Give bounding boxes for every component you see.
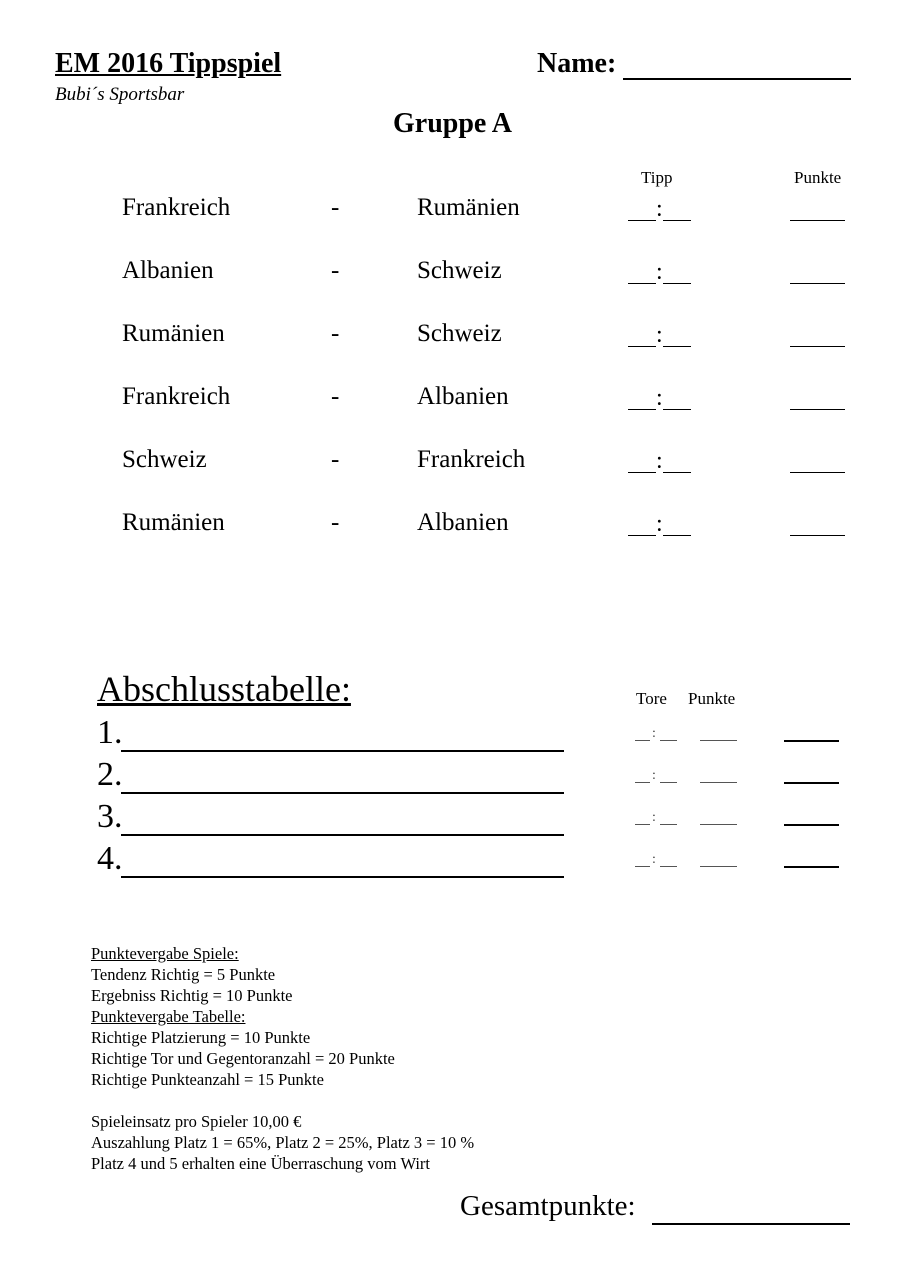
points-field[interactable]: [790, 283, 845, 284]
away-team: Albanien: [417, 383, 509, 410]
tipp-away-field[interactable]: [663, 472, 691, 473]
rule-ergebnis: Ergebniss Richtig = 10 Punkte: [91, 986, 293, 1005]
points-field[interactable]: [790, 409, 845, 410]
team-points-field[interactable]: [700, 824, 737, 825]
match-row: [0, 383, 905, 423]
rule-ueberraschung: Platz 4 und 5 erhalten eine Überraschung vom Wirt: [91, 1154, 431, 1173]
match-dash: -: [331, 194, 340, 221]
goals-separator: :: [652, 852, 656, 867]
away-team: Schweiz: [417, 320, 502, 347]
goals-for-field[interactable]: [635, 866, 650, 867]
points-field[interactable]: [790, 346, 845, 347]
home-team: Frankreich: [122, 383, 231, 410]
row-score-field[interactable]: [784, 740, 839, 742]
rules-tabelle-heading: Punktevergabe Tabelle:: [91, 1007, 246, 1026]
points-field[interactable]: [790, 220, 845, 221]
tipp-home-field[interactable]: [628, 346, 656, 347]
away-team: Albanien: [417, 509, 509, 536]
match-dash: -: [331, 509, 340, 536]
group-title: Gruppe A: [392, 108, 513, 139]
row-score-field[interactable]: [784, 782, 839, 784]
final-table-title: Abschlusstabelle:: [97, 669, 351, 709]
rank-row: [0, 840, 905, 882]
match-row: [0, 257, 905, 297]
rule-einsatz: Spieleinsatz pro Spieler 10,00 €: [91, 1112, 302, 1131]
match-dash: -: [331, 383, 340, 410]
home-team: Rumänien: [122, 509, 225, 536]
goals-against-field[interactable]: [660, 782, 677, 783]
rule-tendenz: Tendenz Richtig = 5 Punkte: [91, 965, 276, 984]
home-team: Rumänien: [122, 320, 225, 347]
goals-against-field[interactable]: [660, 866, 677, 867]
match-row: [0, 509, 905, 549]
match-row: [0, 194, 905, 234]
match-dash: -: [331, 320, 340, 347]
name-label: Name:: [537, 48, 617, 79]
team-points-field[interactable]: [700, 866, 737, 867]
name-field-line[interactable]: [623, 78, 851, 80]
rule-platzierung: Richtige Platzierung = 10 Punkte: [91, 1028, 311, 1047]
tipp-separator: :: [656, 196, 663, 222]
rank-number: 1.: [97, 714, 123, 751]
spacer: [91, 1090, 474, 1111]
punkte-column-header: Punkte: [794, 168, 842, 187]
row-score-field[interactable]: [784, 824, 839, 826]
goals-for-field[interactable]: [635, 824, 650, 825]
tipp-away-field[interactable]: [663, 220, 691, 221]
rank-row: [0, 714, 905, 756]
total-points-label: Gesamtpunkte:: [460, 1190, 636, 1222]
goals-separator: :: [652, 726, 656, 741]
tipp-home-field[interactable]: [628, 472, 656, 473]
team-points-field[interactable]: [700, 782, 737, 783]
match-row: [0, 320, 905, 360]
home-team: Frankreich: [122, 194, 231, 221]
tipp-separator: :: [656, 322, 663, 348]
rule-auszahlung: Auszahlung Platz 1 = 65%, Platz 2 = 25%, Platz 3 = 10 %: [91, 1133, 475, 1152]
tipp-away-field[interactable]: [663, 346, 691, 347]
rank-row: [0, 756, 905, 798]
rank-row: [0, 798, 905, 840]
away-team: Frankreich: [417, 446, 526, 473]
table-punkte-column-header: Punkte: [688, 689, 736, 708]
tipp-away-field[interactable]: [663, 535, 691, 536]
tipp-column-header: Tipp: [641, 168, 673, 187]
match-row: [0, 446, 905, 486]
rule-punkteanzahl: Richtige Punkteanzahl = 15 Punkte: [91, 1070, 324, 1089]
tore-column-header: Tore: [636, 689, 667, 708]
tipp-separator: :: [656, 385, 663, 411]
tipp-away-field[interactable]: [663, 283, 691, 284]
goals-for-field[interactable]: [635, 782, 650, 783]
tipp-home-field[interactable]: [628, 220, 656, 221]
team-name-field[interactable]: [121, 750, 564, 752]
tipp-separator: :: [656, 448, 663, 474]
rank-number: 4.: [97, 840, 123, 877]
team-name-field[interactable]: [121, 876, 564, 878]
match-dash: -: [331, 446, 340, 473]
tipp-separator: :: [656, 511, 663, 537]
goals-for-field[interactable]: [635, 740, 650, 741]
match-dash: -: [331, 257, 340, 284]
goals-separator: :: [652, 810, 656, 825]
goals-separator: :: [652, 768, 656, 783]
row-score-field[interactable]: [784, 866, 839, 868]
rules-block: [91, 943, 474, 1174]
page-title: EM 2016 Tippspiel: [55, 48, 282, 79]
points-field[interactable]: [790, 472, 845, 473]
tipp-home-field[interactable]: [628, 283, 656, 284]
team-points-field[interactable]: [700, 740, 737, 741]
home-team: Schweiz: [122, 446, 207, 473]
tipp-separator: :: [656, 259, 663, 285]
away-team: Rumänien: [417, 194, 520, 221]
team-name-field[interactable]: [121, 834, 564, 836]
goals-against-field[interactable]: [660, 740, 677, 741]
home-team: Albanien: [122, 257, 214, 284]
points-field[interactable]: [790, 535, 845, 536]
rules-spiele-heading: Punktevergabe Spiele:: [91, 944, 239, 963]
team-name-field[interactable]: [121, 792, 564, 794]
tipp-home-field[interactable]: [628, 535, 656, 536]
rank-number: 2.: [97, 756, 123, 793]
tipp-home-field[interactable]: [628, 409, 656, 410]
rank-number: 3.: [97, 798, 123, 835]
page-subtitle: Bubi´s Sportsbar: [55, 84, 185, 105]
goals-against-field[interactable]: [660, 824, 677, 825]
away-team: Schweiz: [417, 257, 502, 284]
tipp-away-field[interactable]: [663, 409, 691, 410]
total-points-field[interactable]: [652, 1223, 850, 1225]
rule-tore: Richtige Tor und Gegentoranzahl = 20 Punkte: [91, 1049, 395, 1068]
